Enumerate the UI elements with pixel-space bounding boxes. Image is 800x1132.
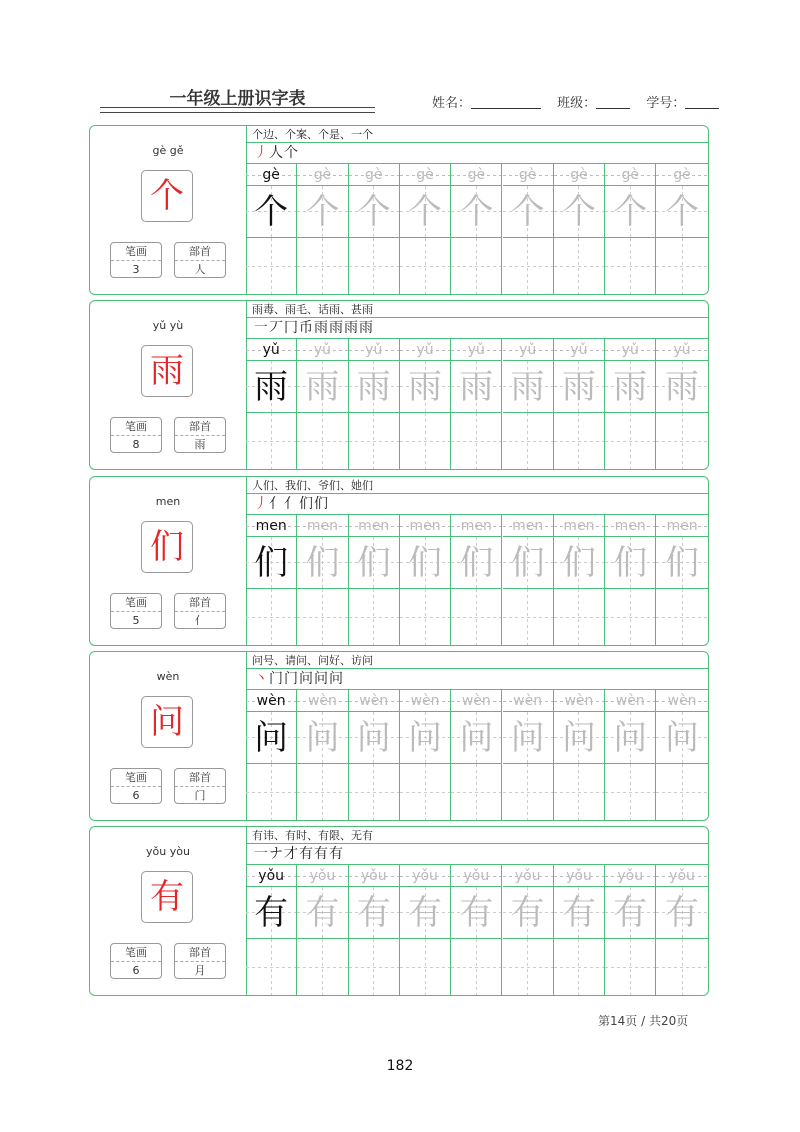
stroke-step: 有 bbox=[314, 846, 329, 862]
pinyin-cell: wèn bbox=[297, 690, 348, 712]
trace-character[interactable]: 雨 bbox=[656, 361, 707, 413]
stroke-order bbox=[246, 318, 708, 339]
blank-writing-cell[interactable] bbox=[400, 589, 451, 645]
trace-character[interactable]: 雨 bbox=[400, 361, 451, 413]
name-label: 姓名： bbox=[432, 96, 472, 111]
pinyin-cell: yǔ bbox=[554, 339, 605, 361]
blank-writing-cell[interactable] bbox=[246, 939, 297, 995]
stroke-step: 们 bbox=[314, 496, 329, 512]
blank-writing-cell[interactable] bbox=[400, 939, 451, 995]
stroke-step: 丆 bbox=[269, 320, 284, 336]
blank-writing-cell[interactable] bbox=[297, 589, 348, 645]
radical-label: 部首 bbox=[175, 243, 225, 261]
stroke-step: 币 bbox=[299, 320, 314, 336]
blank-writing-cell[interactable] bbox=[554, 589, 605, 645]
pinyin-cell: yǒu bbox=[656, 865, 707, 887]
pinyin-cell: gè bbox=[451, 164, 502, 186]
page-number: 182 bbox=[386, 1058, 414, 1074]
model-character: 问 bbox=[246, 712, 297, 764]
pinyin-cell: men bbox=[656, 515, 707, 537]
character-card bbox=[89, 476, 709, 646]
character-card bbox=[89, 826, 709, 996]
blank-writing-cell[interactable] bbox=[349, 764, 400, 820]
blank-writing-cell[interactable] bbox=[656, 589, 707, 645]
blank-writing-cell[interactable] bbox=[656, 764, 707, 820]
trace-character[interactable]: 问 bbox=[554, 712, 605, 764]
stroke-count-box bbox=[110, 417, 162, 453]
blank-writing-cell[interactable] bbox=[349, 413, 400, 469]
pinyin-cell: gè bbox=[503, 164, 554, 186]
stroke-step: 亻 bbox=[269, 496, 284, 512]
blank-writing-cell[interactable] bbox=[503, 939, 554, 995]
blank-writing-cell[interactable] bbox=[297, 413, 348, 469]
trace-character[interactable]: 有 bbox=[297, 887, 348, 939]
trace-character[interactable]: 个 bbox=[554, 186, 605, 238]
stroke-count-label: 笔画 bbox=[111, 944, 161, 962]
stroke-count-value: 6 bbox=[132, 789, 140, 802]
blank-writing-cell[interactable] bbox=[349, 939, 400, 995]
stroke-step: 雨 bbox=[314, 320, 329, 336]
radical-box bbox=[174, 242, 226, 278]
word-examples: 问号、请问、问好、访问 bbox=[246, 652, 708, 669]
page-title: 一年级上册识字表 bbox=[169, 89, 306, 109]
blank-writing-cell[interactable] bbox=[656, 238, 707, 294]
trace-character[interactable]: 有 bbox=[656, 887, 707, 939]
class-label: 班级： bbox=[557, 96, 597, 111]
stroke-count-label: 笔画 bbox=[111, 243, 161, 261]
blank-writing-cell[interactable] bbox=[451, 589, 502, 645]
pinyin-readings: men bbox=[155, 495, 181, 508]
stroke-count-label: 笔画 bbox=[111, 418, 161, 436]
pinyin-cell: men bbox=[503, 515, 554, 537]
radical-box bbox=[174, 593, 226, 629]
trace-character[interactable]: 雨 bbox=[554, 361, 605, 413]
word-examples: 雨毒、雨毛、话雨、甚雨 bbox=[246, 301, 708, 318]
trace-character[interactable]: 问 bbox=[297, 712, 348, 764]
trace-character[interactable]: 个 bbox=[656, 186, 707, 238]
pinyin-cell: yǔ bbox=[349, 339, 400, 361]
stroke-order bbox=[246, 494, 708, 515]
character-summary bbox=[90, 477, 247, 645]
pinyin-cell: men bbox=[451, 515, 502, 537]
pinyin-cell: men bbox=[400, 515, 451, 537]
blank-writing-cell[interactable] bbox=[246, 238, 297, 294]
stroke-step: ナ bbox=[269, 846, 284, 862]
trace-character[interactable]: 雨 bbox=[605, 361, 656, 413]
radical-value: 亻 bbox=[194, 614, 206, 627]
trace-character[interactable]: 个 bbox=[451, 186, 502, 238]
stroke-step: 雨 bbox=[359, 320, 374, 336]
trace-character[interactable]: 问 bbox=[349, 712, 400, 764]
pinyin-cell: yǒu bbox=[400, 865, 451, 887]
radical-box bbox=[174, 768, 226, 804]
radical-value: 门 bbox=[194, 789, 206, 802]
blank-writing-cell[interactable] bbox=[400, 764, 451, 820]
number-field[interactable] bbox=[685, 95, 719, 109]
blank-writing-cell[interactable] bbox=[503, 238, 554, 294]
blank-writing-cell[interactable] bbox=[605, 764, 656, 820]
trace-character[interactable]: 们 bbox=[297, 537, 348, 589]
pinyin-cell: yǒu bbox=[605, 865, 656, 887]
radical-box bbox=[174, 943, 226, 979]
stroke-step: 门 bbox=[269, 671, 284, 687]
trace-character[interactable]: 个 bbox=[297, 186, 348, 238]
blank-writing-cell[interactable] bbox=[656, 939, 707, 995]
pinyin-readings: wèn bbox=[156, 670, 180, 683]
blank-writing-cell[interactable] bbox=[451, 764, 502, 820]
trace-character[interactable]: 雨 bbox=[297, 361, 348, 413]
blank-writing-cell[interactable] bbox=[451, 413, 502, 469]
blank-writing-cell[interactable] bbox=[349, 238, 400, 294]
blank-writing-cell[interactable] bbox=[297, 764, 348, 820]
writing-grid bbox=[246, 164, 708, 294]
stroke-step: 门 bbox=[284, 671, 299, 687]
stroke-step: 冂 bbox=[284, 320, 299, 336]
stroke-step: 问 bbox=[329, 671, 344, 687]
pinyin-cell: yǔ bbox=[451, 339, 502, 361]
blank-writing-cell[interactable] bbox=[297, 238, 348, 294]
word-examples: 有讳、有时、有限、无有 bbox=[246, 827, 708, 844]
radical-label: 部首 bbox=[175, 769, 225, 787]
model-character: 个 bbox=[246, 186, 297, 238]
trace-character[interactable]: 个 bbox=[349, 186, 400, 238]
pinyin-cell: gè bbox=[246, 164, 297, 186]
blank-writing-cell[interactable] bbox=[656, 413, 707, 469]
character-summary bbox=[90, 827, 247, 995]
blank-writing-cell[interactable] bbox=[451, 939, 502, 995]
radical-value: 人 bbox=[194, 263, 206, 276]
trace-character[interactable]: 问 bbox=[605, 712, 656, 764]
character-summary bbox=[90, 126, 247, 294]
pinyin-cell: gè bbox=[297, 164, 348, 186]
stroke-step: 才 bbox=[284, 846, 299, 862]
trace-character[interactable]: 个 bbox=[503, 186, 554, 238]
blank-writing-cell[interactable] bbox=[349, 589, 400, 645]
page-info: 第14页 / 共20页 bbox=[598, 1014, 689, 1028]
trace-character[interactable]: 问 bbox=[656, 712, 707, 764]
blank-writing-cell[interactable] bbox=[605, 413, 656, 469]
blank-writing-cell[interactable] bbox=[554, 413, 605, 469]
pinyin-cell: wèn bbox=[400, 690, 451, 712]
stroke-count-label: 笔画 bbox=[111, 769, 161, 787]
pinyin-cell: wèn bbox=[605, 690, 656, 712]
trace-character[interactable]: 问 bbox=[451, 712, 502, 764]
class-field[interactable] bbox=[596, 95, 630, 109]
pinyin-cell: yǒu bbox=[503, 865, 554, 887]
stroke-count-box bbox=[110, 242, 162, 278]
stroke-step: 雨 bbox=[344, 320, 359, 336]
model-character: 雨 bbox=[246, 361, 297, 413]
pinyin-cell: wèn bbox=[246, 690, 297, 712]
stroke-count-value: 8 bbox=[132, 438, 140, 451]
trace-character[interactable]: 们 bbox=[349, 537, 400, 589]
stroke-count-value: 3 bbox=[132, 263, 140, 276]
word-examples: 个边、个案、个是、一个 bbox=[246, 126, 708, 143]
blank-writing-cell[interactable] bbox=[503, 764, 554, 820]
trace-character[interactable]: 有 bbox=[503, 887, 554, 939]
pinyin-cell: gè bbox=[349, 164, 400, 186]
trace-character[interactable]: 们 bbox=[605, 537, 656, 589]
pinyin-cell: yǒu bbox=[554, 865, 605, 887]
blank-writing-cell[interactable] bbox=[605, 238, 656, 294]
radical-value: 雨 bbox=[194, 438, 206, 451]
pinyin-cell: wèn bbox=[554, 690, 605, 712]
stroke-count-box bbox=[110, 943, 162, 979]
featured-character: 们 bbox=[141, 521, 193, 573]
pinyin-cell: men bbox=[349, 515, 400, 537]
trace-character[interactable]: 有 bbox=[400, 887, 451, 939]
pinyin-readings: yǔ yù bbox=[152, 319, 184, 332]
pinyin-cell: gè bbox=[554, 164, 605, 186]
number-label: 学号： bbox=[646, 96, 686, 111]
writing-grid bbox=[246, 515, 708, 645]
stroke-step: 一 bbox=[254, 320, 269, 336]
pinyin-cell: yǔ bbox=[246, 339, 297, 361]
blank-writing-cell[interactable] bbox=[246, 413, 297, 469]
blank-writing-cell[interactable] bbox=[605, 939, 656, 995]
pinyin-cell: wèn bbox=[503, 690, 554, 712]
pinyin-cell: wèn bbox=[349, 690, 400, 712]
stroke-step: 有 bbox=[299, 846, 314, 862]
pinyin-readings: yǒu yòu bbox=[146, 845, 190, 858]
trace-character[interactable]: 个 bbox=[605, 186, 656, 238]
trace-character[interactable]: 们 bbox=[400, 537, 451, 589]
stroke-step: 丿 bbox=[254, 496, 269, 512]
pinyin-cell: yǒu bbox=[246, 865, 297, 887]
pinyin-cell: men bbox=[246, 515, 297, 537]
practice-area bbox=[246, 477, 708, 645]
pinyin-cell: yǒu bbox=[297, 865, 348, 887]
stroke-step: 丿 bbox=[254, 145, 269, 161]
trace-character[interactable]: 雨 bbox=[349, 361, 400, 413]
practice-area bbox=[246, 652, 708, 820]
blank-writing-cell[interactable] bbox=[400, 238, 451, 294]
blank-writing-cell[interactable] bbox=[554, 238, 605, 294]
trace-character[interactable]: 有 bbox=[554, 887, 605, 939]
blank-writing-cell[interactable] bbox=[400, 413, 451, 469]
practice-area bbox=[246, 301, 708, 469]
stroke-count-value: 5 bbox=[132, 614, 140, 627]
trace-character[interactable]: 雨 bbox=[451, 361, 502, 413]
pinyin-cell: wèn bbox=[656, 690, 707, 712]
stroke-order bbox=[246, 669, 708, 690]
blank-writing-cell[interactable] bbox=[554, 939, 605, 995]
blank-writing-cell[interactable] bbox=[503, 589, 554, 645]
student-info bbox=[432, 92, 719, 111]
stroke-order bbox=[246, 844, 708, 865]
pinyin-cell: yǔ bbox=[503, 339, 554, 361]
blank-writing-cell[interactable] bbox=[246, 764, 297, 820]
pinyin-cell: wèn bbox=[451, 690, 502, 712]
pinyin-cell: yǒu bbox=[451, 865, 502, 887]
trace-character[interactable]: 们 bbox=[451, 537, 502, 589]
word-examples: 人们、我们、爷们、她们 bbox=[246, 477, 708, 494]
pinyin-cell: yǔ bbox=[605, 339, 656, 361]
trace-character[interactable]: 有 bbox=[605, 887, 656, 939]
blank-writing-cell[interactable] bbox=[246, 589, 297, 645]
blank-writing-cell[interactable] bbox=[605, 589, 656, 645]
trace-character[interactable]: 们 bbox=[554, 537, 605, 589]
trace-character[interactable]: 个 bbox=[400, 186, 451, 238]
stroke-step: 人 bbox=[269, 145, 284, 161]
stroke-count-value: 6 bbox=[132, 964, 140, 977]
radical-box bbox=[174, 417, 226, 453]
writing-grid bbox=[246, 339, 708, 469]
stroke-step: 一 bbox=[254, 846, 269, 862]
name-field[interactable] bbox=[471, 95, 541, 109]
stroke-step: 个 bbox=[284, 145, 299, 161]
model-character: 有 bbox=[246, 887, 297, 939]
stroke-order bbox=[246, 143, 708, 164]
practice-area bbox=[246, 827, 708, 995]
pinyin-cell: men bbox=[554, 515, 605, 537]
stroke-step: 丶 bbox=[254, 671, 269, 687]
character-card bbox=[89, 125, 709, 295]
radical-label: 部首 bbox=[175, 944, 225, 962]
featured-character: 雨 bbox=[141, 345, 193, 397]
pinyin-cell: yǒu bbox=[349, 865, 400, 887]
blank-writing-cell[interactable] bbox=[554, 764, 605, 820]
page-header bbox=[0, 0, 800, 120]
featured-character: 个 bbox=[141, 170, 193, 222]
radical-label: 部首 bbox=[175, 418, 225, 436]
trace-character[interactable]: 问 bbox=[503, 712, 554, 764]
blank-writing-cell[interactable] bbox=[503, 413, 554, 469]
stroke-count-box bbox=[110, 768, 162, 804]
pinyin-cell: men bbox=[605, 515, 656, 537]
trace-character[interactable]: 问 bbox=[400, 712, 451, 764]
stroke-step: 问 bbox=[299, 671, 314, 687]
trace-character[interactable]: 们 bbox=[656, 537, 707, 589]
pinyin-cell: men bbox=[297, 515, 348, 537]
stroke-step: 雨 bbox=[329, 320, 344, 336]
character-card bbox=[89, 651, 709, 821]
radical-value: 月 bbox=[194, 964, 206, 977]
trace-character[interactable]: 有 bbox=[451, 887, 502, 939]
blank-writing-cell[interactable] bbox=[297, 939, 348, 995]
stroke-step: 们 bbox=[299, 496, 314, 512]
pinyin-cell: gè bbox=[400, 164, 451, 186]
stroke-step: 问 bbox=[314, 671, 329, 687]
trace-character[interactable]: 雨 bbox=[503, 361, 554, 413]
writing-grid bbox=[246, 865, 708, 995]
pinyin-cell: gè bbox=[605, 164, 656, 186]
radical-label: 部首 bbox=[175, 594, 225, 612]
featured-character: 问 bbox=[141, 696, 193, 748]
practice-area bbox=[246, 126, 708, 294]
pinyin-cell: gè bbox=[656, 164, 707, 186]
pinyin-cell: yǔ bbox=[297, 339, 348, 361]
stroke-step: 有 bbox=[329, 846, 344, 862]
character-summary bbox=[90, 652, 247, 820]
model-character: 们 bbox=[246, 537, 297, 589]
pinyin-readings: gè gě bbox=[152, 144, 184, 157]
stroke-step: 亻 bbox=[284, 496, 299, 512]
character-summary bbox=[90, 301, 247, 469]
blank-writing-cell[interactable] bbox=[451, 238, 502, 294]
writing-grid bbox=[246, 690, 708, 820]
character-card bbox=[89, 300, 709, 470]
stroke-count-label: 笔画 bbox=[111, 594, 161, 612]
pinyin-cell: yǔ bbox=[400, 339, 451, 361]
title-underline bbox=[100, 107, 375, 113]
featured-character: 有 bbox=[141, 871, 193, 923]
trace-character[interactable]: 们 bbox=[503, 537, 554, 589]
pinyin-cell: yǔ bbox=[656, 339, 707, 361]
stroke-count-box bbox=[110, 593, 162, 629]
trace-character[interactable]: 有 bbox=[349, 887, 400, 939]
